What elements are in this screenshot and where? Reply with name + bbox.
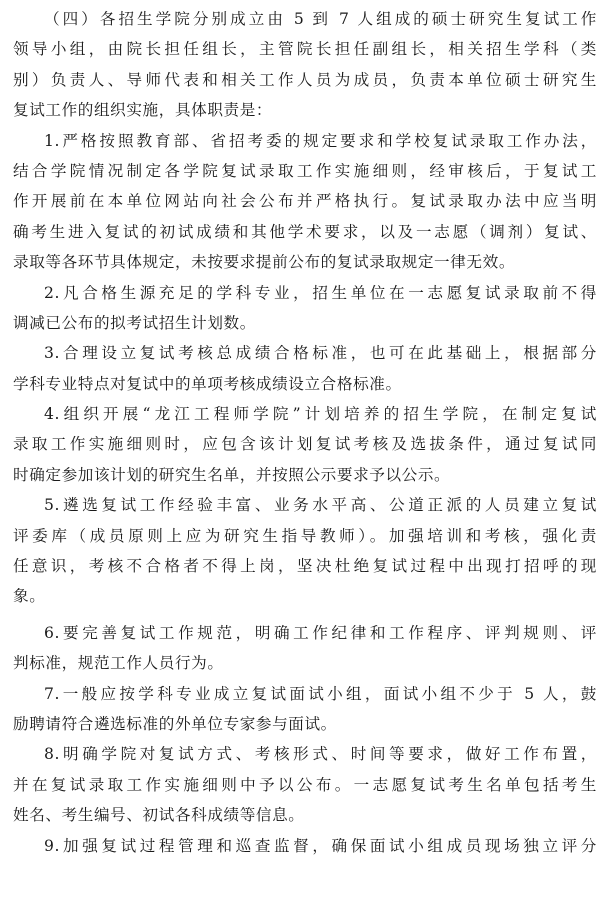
paragraph-item-5 (13, 490, 597, 612)
paragraph-item-2 (13, 278, 597, 339)
text-line: 6.要完善复试工作规范，明确工作纪律和工作程序、评判规则、评 (44, 623, 597, 642)
text-line: 复试工作的组织实施，具体职责是： (13, 101, 273, 120)
document-body (13, 4, 597, 861)
text-line: 评委库（成员原则上应为研究生指导教师）。加强培训和考核，强化责 (13, 526, 597, 545)
text-line: 9.加强复试过程管理和巡查监督，确保面试小组成员现场独立评分 (44, 836, 597, 855)
text-line: 作开展前在本单位网站向社会公布并严格执行。复试录取办法中应当明 (13, 192, 597, 211)
paragraph-item-4 (13, 399, 597, 490)
text-line: 录取等各环节具体规定，未按要求提前公布的复试录取规定一律无效。 (13, 253, 516, 272)
paragraph-item-6 (13, 618, 597, 679)
text-line: 7.一般应按学科专业成立复试面试小组，面试小组不少于 5 人，鼓 (44, 684, 597, 703)
text-line: 确考生进入复试的初试成绩和其他学术要求，以及一志愿（调剂）复试、 (13, 222, 597, 241)
text-line: 时确定参加该计划的研究生名单，并按照公示要求予以公示。 (13, 465, 451, 484)
text-line: 5.遴选复试工作经验丰富、业务水平高、公道正派的人员建立复试 (44, 496, 597, 515)
paragraph-item-7 (13, 679, 597, 740)
text-line: 象。 (13, 587, 46, 606)
text-line: 领导小组，由院长担任组长，主管院长担任副组长，相关招生学科（类 (13, 40, 597, 59)
text-line: 励聘请符合遴选标准的外单位专家参与面试。 (13, 714, 337, 733)
text-line: 1.严格按照教育部、省招考委的规定要求和学校复试录取工作办法， (44, 131, 597, 150)
paragraph-item-8 (13, 739, 597, 830)
text-line: 判标准，规范工作人员行为。 (13, 654, 224, 673)
text-line: 别）负责人、导师代表和相关工作人员为成员，负责本单位硕士研究生 (13, 70, 597, 89)
text-line: 并在复试录取工作实施细则中予以公布。一志愿复试考生名单包括考生 (13, 775, 597, 794)
text-line: 姓名、考生编号、初试各科成绩等信息。 (13, 806, 305, 825)
text-line: 8.明确学院对复试方式、考核形式、时间等要求，做好工作布置， (44, 745, 597, 764)
text-line: 学科专业特点对复试中的单项考核成绩设立合格标准。 (13, 374, 402, 393)
paragraph-item-9 (13, 831, 597, 861)
paragraph-item-3 (13, 338, 597, 399)
text-line: 结合学院情况制定各学院复试录取工作实施细则，经审核后，于复试工 (13, 161, 597, 180)
text-line: 4.组织开展“龙江工程师学院”计划培养的招生学院，在制定复试 (44, 405, 597, 424)
text-line: 2.凡合格生源充足的学科专业，招生单位在一志愿复试录取前不得 (44, 283, 597, 302)
text-line: 任意识，考核不合格者不得上岗，坚决杜绝复试过程中出现打招呼的现 (13, 557, 597, 576)
paragraph-item-1 (13, 126, 597, 278)
text-line: 录取工作实施细则时，应包含该计划复试考核及选拔条件，通过复试同 (13, 435, 597, 454)
text-line: 调减已公布的拟考试招生计划数。 (13, 313, 256, 332)
text-line: 3.合理设立复试考核总成绩合格标准，也可在此基础上，根据部分 (44, 344, 597, 363)
text-line: （四）各招生学院分别成立由 5 到 7 人组成的硕士研究生复试工作 (44, 10, 597, 28)
paragraph-intro (13, 4, 597, 126)
